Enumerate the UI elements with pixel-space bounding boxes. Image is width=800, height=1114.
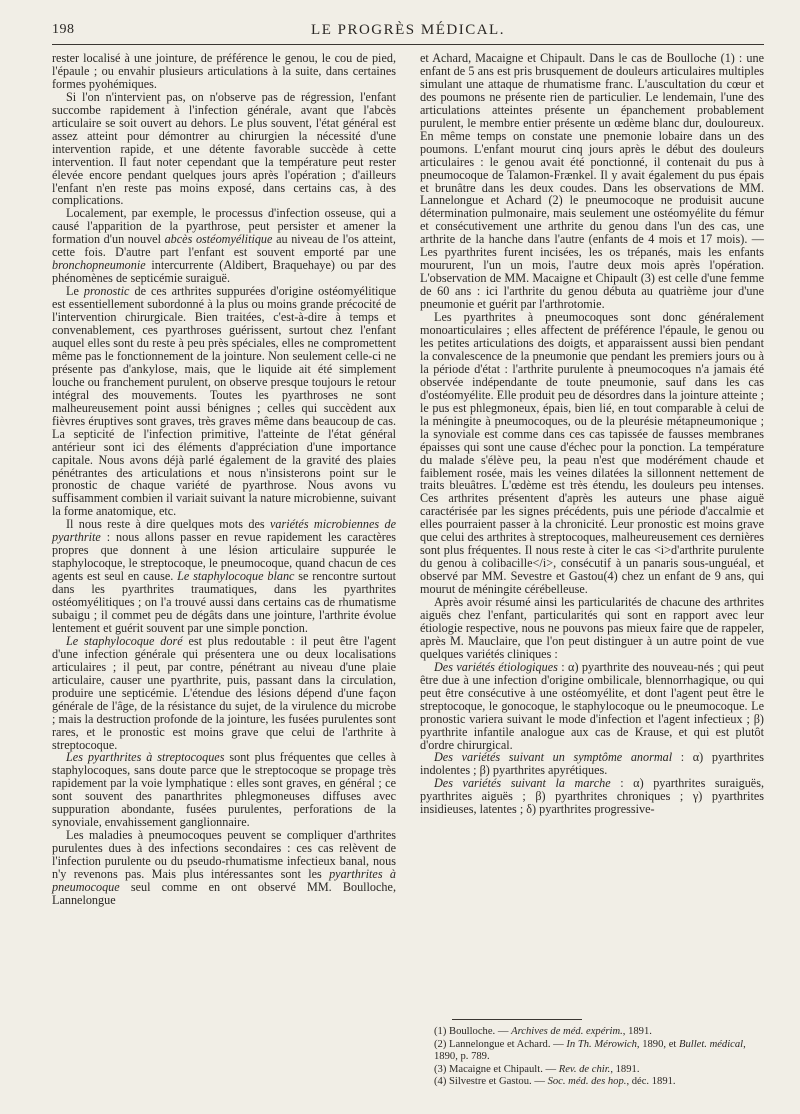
running-title: LE PROGRÈS MÉDICAL. [311,22,505,38]
paragraph: Des variétés suivant un symptôme anormal : α) pyarthrites indolentes ; β) pyarthrites apyrétiques. [420,750,764,778]
paragraph: Il nous reste à dire quelques mots des variétés microbiennes de pyarthrite : nous allons passer en revue rapidement les caractères propres que donnent à une lésion articulaire suppurée le staphylocoque, le streptocoque, le pneumocoque, quand chacun de ces agents est seul en cause. Le staphylocoque blanc se rencontre surtout dans les pyarthrites traumatiques, dans les pyarthrites ostéomyélitiques ; on l'a trouvé aussi dans certains cas de rhumatisme subaigu ; il commet peu de dégâts dans une jointure, l'arthrite évolue lentement et guérit souvent par une simple ponction. [52,517,396,635]
footnotes [420,1026,764,1089]
left-column [52,52,396,907]
paragraph: Les maladies à pneumocoques peuvent se compliquer d'arthrites purulentes dues à des infections secondaires : ces cas relèvent de l'infection purulente ou du pseudo-rhumatisme infectieux banal, nous n'y revenons pas. Mais plus intéressantes sont les pyarthrites à pneumocoque seul comme en ont observé MM. Boulloche, Lannelongue [52,828,396,907]
footnote-separator [452,1019,582,1020]
footnote: (4) Silvestre et Gastou. — Soc. méd. des hop., déc. 1891. [434,1076,676,1088]
paragraph: et Achard, Macaigne et Chipault. Dans le cas de Boulloche (1) : une enfant de 5 ans est pris brusquement de douleurs articulaires multiples simulant une attaque de rhumatisme franc. L'auscultation du cœur et des poumons ne présente rien de particulier. Le lendemain, l'une des articulations atteintes présente un épanchement probablement purulent, le membre entier présente un œdème blanc dur, douloureux. En même temps on constate une pnemonie lobaire dans un des poumons. L'enfant mourut cinq jours après le début des douleurs articulaires : le genou avait été ponctionné, il contenait du pus à pneumocoque de Talamon-Frænkel. Il y avait également du pus épais et brunâtre dans les deux coudes. Dans les observations de MM. Lannelongue et Achard (2) le pneumocoque ne produisit aucune détermination pulmonaire, mais seulement une ostéomyélite du fémur et consécutivement une arthrite du genou dans l'un des cas, une arthrite de la hanche dans l'autre (enfants de 4 mois et 17 mois). — Les pyarthrites furent incisées, les os trépanés, mais les enfants moururent, l'un un mois, l'autre deux mois après l'opération. L'observation de MM. Macaigne et Chipault (3) est celle d'une femme de 60 ans : ici l'arthrite du genou débuta au quatrième jour d'une pneumonie et guérit par l'arthrotomie. [420,51,764,312]
right-column [420,52,764,816]
paragraph: Les pyarthrites à pneumocoques sont donc généralement monoarticulaires ; elles affectent de préférence l'épaule, le genou ou les petites articulations des doigts, et apparaissent aussi bien pendant la convalescence de la pneumonie que pendant les premiers jours ou à la période d'état : l'arthrite purulente à pneumocoques n'a jamais été observée indépendante de toute pneumonie, sauf dans les cas d'ostéomyélite. Elle produit peu de désordres dans la jointure atteinte ; le pus est phlegmoneux, épais, bien lié, en tout comparable à celui de la méningite à pneumocoques, ou de la pleurésie métapneumonique ; la synoviale est comme dans ces cas tapissée de fausses membranes épaisses qui sont une cause d'échec pour la ponction. La température du malade s'élève peu, la peau n'est que modérément chaude et faiblement rosée, mais les veines dilatées la sillonnent nettement de traits bleuâtres. L'œdème est très étendu, les douleurs peu intenses. Ces arthrites présentent d'après les auteurs une phase aiguë caractérisée par les signes précédents, puis une période d'accalmie et elles pourraient passer à la chronicité. Leur pronostic est moins grave que celui des arthrites à streptocoques, malheureusement ces dernières sont plus fréquentes. Il nous reste à citer le cas <i>d'arthrite purulente du genou à colibacille</i>, consécutif à un panaris sous-unguéal, et observé par MM. Sevestre et Gastou(4) chez un enfant de 9 ans, qui mourut de méningite cérébelleuse. [420,310,764,597]
footnote: (3) Macaigne et Chipault. — Rev. de chir., 1891. [434,1063,640,1075]
paragraph: Les pyarthrites à streptocoques sont plus fréquentes que celles à staphylocoques, sans doute parce que le streptocoque se propage très rapidement par la voie lymphatique : elles sont graves, en général ; ce sont souvent des panarthrites phlegmoneuses diffuses avec suppuration abondante, fusées purulentes, perforations de la synoviale, envahissement ganglionnaire. [52,750,397,830]
paragraph: rester localisé à une jointure, de préférence le genou, le cou de pied, l'épaule ; ou envahir plusieurs articulations à la suite, dans certaines formes pyohémiques. [52,51,396,91]
footnote: (2) Lannelongue et Achard. — In Th. Mérowich, 1890, et Bullet. médical, 1890, p. 789. [434,1038,746,1063]
page-header [52,22,764,45]
page-number: 198 [52,22,75,37]
paragraph: Le pronostic de ces arthrites suppurées d'origine ostéomyélitique est essentiellement subordonné à la plus ou moins grande précocité de l'intervention chirurgicale. Bien traitées, c'est-à-dire à temps et convenablement, ces pyarthroses guérissent, surtout chez l'enfant auquel elles sont du reste à peu près spéciales, elles ne compromettent même pas le fonctionnement de la jointure. Non seulement celle-ci ne présente pas d'ankylose, mais, que le liquide ait été simplement louche ou franchement purulent, on observe presque toujours le retour intégral des mouvements. Toutes les pyarthroses ne sont malheureusement point aussi bénignes ; celles qui succèdent aux fièvres éruptives sont graves, très graves même dans beaucoup de cas. La septicité de l'infection primitive, l'atteinte de l'état général antérieur sont ici des éléments d'appréciation d'une importance capitale. Nous avons déjà parlé également de la gravité des plaies pénétrantes des articulations et nous n'insisterons point sur le pronostic de chaque variété de pyarthrose. Nous avons vu suffisamment combien il variait suivant la nature microbienne, suivant la forme anatomique, etc. [52,284,396,519]
paragraph: Après avoir résumé ainsi les particularités de chacune des arthrites aiguës chez l'enfant, particularités qui sont en rapport avec leur étiologie respective, nous ne pouvons pas mieux faire que de rappeler, après M. Mauclaire, que l'on peut distinguer à un autre point de vue quelques variétés cliniques : [420,595,764,661]
paragraph: Des variétés suivant la marche : α) pyarthrites suraiguës, pyarthrites aiguës ; β) pyarthrites chroniques ; γ) pyarthrites insidieuses, latentes ; δ) pyarthrites progressive- [420,776,764,817]
paragraph: Si l'on n'intervient pas, on n'observe pas de régression, l'enfant succombe rapidement à l'infection générale, avant que l'abcès articulaire se soit ouvert au dehors. Le plus souvent, l'état général est assez atteint pour démontrer au chirurgien la nécessité d'une intervention rapide, et une détente favorable succède à cette intervention. Il faut noter cependant que la température peut rester élevée encore pendant quelques jours après l'opération ; d'ailleurs l'enfant n'en reste pas moins exposé, dans certains cas, à des complications. [52,89,396,208]
paragraph: Des variétés étiologiques : α) pyarthrite des nouveau-nés ; qui peut être due à une infection d'origine ombilicale, blennorrhagique, ou qui peut être consécutive à une ostéomyélite, et dont l'agent peut être le streptocoque, le gonocoque, le staphylocoque ou le pneumocoque. Le pronostic variera suivant le mode d'infection et l'agent infectieux ; β) pyarthrite infantile analogue aux cas de Krause, et qui est plutôt d'ordre chirurgical. [420,659,764,752]
paragraph: Localement, par exemple, le processus d'infection osseuse, qui a causé l'apparition de la pyarthrose, peut persister et amener la formation d'un nouvel abcès ostéomyélitique au niveau de l'os atteint, cette fois. D'autre part l'enfant est souvent emporté par une bronchopneumonie intercurrente (Aldibert, Braquehaye) ou par des phénomènes de septicémie suraiguë. [52,206,396,286]
footnote: (1) Boulloche. — Archives de méd. expérim., 1891. [434,1026,652,1037]
paragraph: Le staphylocoque doré est plus redoutable : il peut être l'agent d'une infection générale qui présentera une ou deux localisations articulaires ; il peut, par contre, pénétrant au niveau d'une plaie articulaire, causer une pyarthrite, puis, passant dans la circulation, produire une septicémie. L'étendue des lésions dépend d'une façon générale de l'âge, de la résistance du sujet, de la virulence du microbe ; mais la destruction profonde de la jointure, les fusées purulentes sont rares, et le pronostic est moins grave que celui de l'arthrite à streptocoque. [52,633,396,752]
